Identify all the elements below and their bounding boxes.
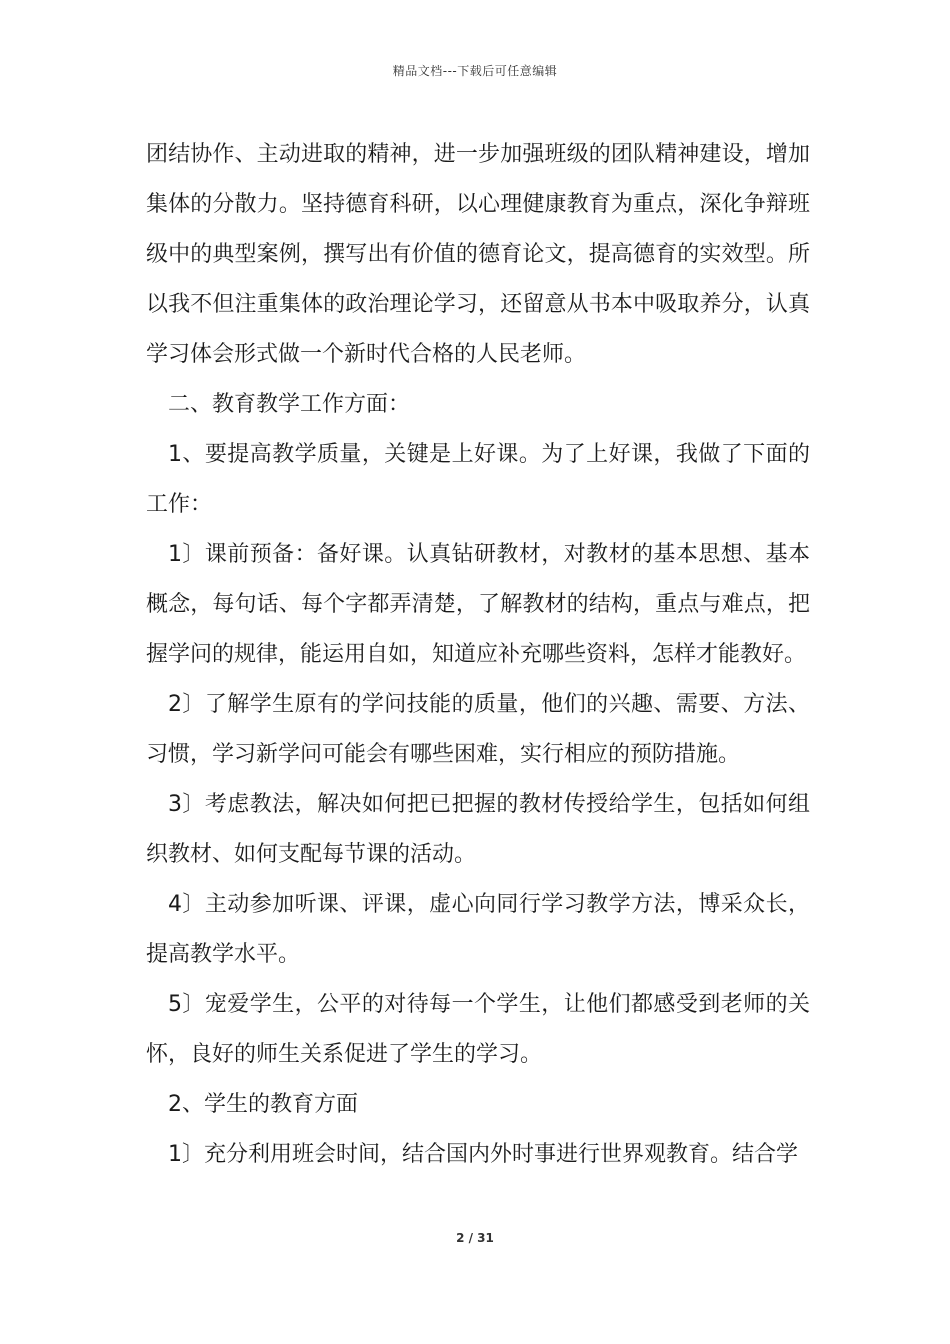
paragraph-subitem-1: 1〕课前预备：备好课。认真钻研教材，对教材的基本思想、基本概念，每句话、每个字都弄清楚，了解教材的结构，重点与难点，把握学问的规律，能运用自如，知道应补充哪些资料，怎样才能教好。 [146,542,810,667]
paragraph-subitem-2: 2〕了解学生原有的学问技能的质量，他们的兴趣、需要、方法、习惯，学习新学问可能会有哪些困难，实行相应的预防措施。 [146,692,810,767]
paragraph-continuation: 团结协作、主动进取的精神，进一步加强班级的团队精神建设，增加集体的分散力。坚持德育科研，以心理健康教育为重点，深化争辩班级中的典型案例，撰写出有价值的德育论文，提高德育的实效型。所以我不但注重集体的政治理论学习，还留意从书本中吸取养分，认真学习体会形式做一个新时代合格的人民老师。 [146,142,810,367]
paragraph-subitem-5: 5〕宠爱学生，公平的对待每一个学生，让他们都感受到老师的关怀，良好的师生关系促进了学生的学习。 [146,992,810,1067]
paragraph-subitem-4: 4〕主动参加听课、评课，虚心向同行学习教学方法，博采众长，提高教学水平。 [146,892,810,967]
page-number: 2 / 31 [456,1231,494,1245]
paragraph-item-1: 1、要提高教学质量，关键是上好课。为了上好课，我做了下面的工作： [146,442,810,517]
page-header: 精品文档---下载后可任意编辑 [392,64,558,78]
section-heading-teaching: 二、教育教学工作方面： [168,392,411,417]
paragraph-subitem-3: 3〕考虑教法，解决如何把已把握的教材传授给学生，包括如何组织教材、如何支配每节课的活动。 [146,792,810,867]
paragraph-subitem-6: 1〕充分利用班会时间，结合国内外时事进行世界观教育。结合学 [168,1142,798,1167]
document-body [146,130,810,1180]
section-heading-student-education: 2、学生的教育方面 [168,1092,358,1117]
